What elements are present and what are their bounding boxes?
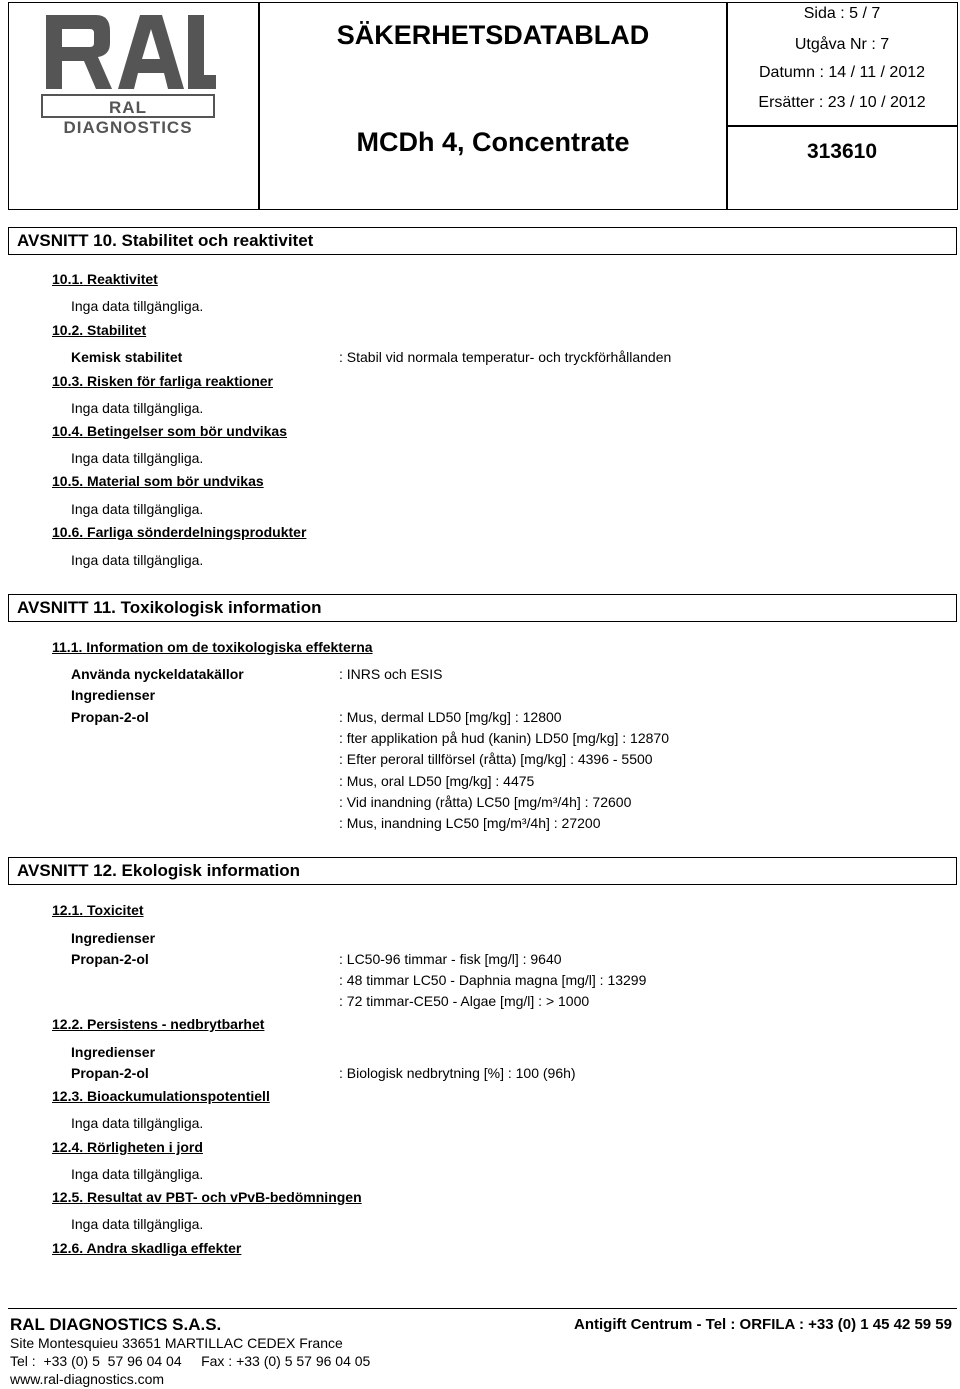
section-10-title: AVSNITT 10. Stabilitet och reaktivitet xyxy=(8,227,957,255)
subsection-12-3 xyxy=(52,1088,270,1104)
subsection-number: 12.3. xyxy=(52,1088,84,1104)
subsection-number: 12.2. xyxy=(52,1016,84,1032)
footer-poison-center: Antigift Centrum - Tel : ORFILA : +33 (0) 1 45 42 59 59 xyxy=(574,1316,952,1333)
subsection-12-2 xyxy=(52,1016,264,1032)
tox-value: : Vid inandning (råtta) LC50 [mg/m³/4h] : 72600 xyxy=(339,794,632,810)
subsection-title: Andra skadliga effekter xyxy=(86,1240,242,1256)
tox-value: : Mus, oral LD50 [mg/kg] : 4475 xyxy=(339,773,535,789)
subsection-title: Resultat av PBT- och vPvB-bedömningen xyxy=(87,1189,362,1205)
subsection-title: Rörligheten i jord xyxy=(87,1139,203,1155)
stability-value: : Stabil vid normala temperatur- och tryckförhållanden xyxy=(339,349,672,365)
subsection-title: Bioackumulationspotentiell xyxy=(87,1088,270,1104)
subsection-10-3 xyxy=(52,373,273,389)
subsection-title: Persistens - nedbrytbarhet xyxy=(87,1016,265,1032)
subsection-12-6 xyxy=(52,1240,241,1256)
subsection-10-2 xyxy=(52,322,146,338)
subsection-number: 10.3. xyxy=(52,373,84,389)
logo xyxy=(40,9,216,137)
subsection-12-1 xyxy=(52,902,144,918)
tox-value: : fter applikation på hud (kanin) LD50 [mg/kg] : 12870 xyxy=(339,730,669,746)
subsection-10-6 xyxy=(52,524,306,540)
subsection-title: Material som bör undvikas xyxy=(87,473,264,489)
footer-address: Site Montesquieu 33651 MARTILLAC CEDEX France xyxy=(10,1335,343,1351)
subsection-title: Toxicitet xyxy=(87,902,144,918)
stability-label: Kemisk stabilitet xyxy=(71,349,183,365)
replaces-date: Ersätter : 23 / 10 / 2012 xyxy=(758,94,926,111)
subsection-number: 12.4. xyxy=(52,1139,84,1155)
subsection-number: 10.6. xyxy=(52,524,84,540)
logo-text: RAL DIAGNOSTICS xyxy=(63,98,193,137)
ingredients-label: Ingredienser xyxy=(71,1044,156,1060)
substance-name: Propan-2-ol xyxy=(71,709,149,725)
sources-value: : INRS och ESIS xyxy=(339,666,443,682)
product-name: MCDh 4, Concentrate xyxy=(356,127,630,157)
footer-phone: Tel : +33 (0) 5 57 96 04 04 Fax : +33 (0) 5 57 96 04 05 xyxy=(10,1353,371,1369)
ingredients-label: Ingredienser xyxy=(71,930,156,946)
ingredients-label: Ingredienser xyxy=(71,687,156,703)
version: Utgåva Nr : 7 xyxy=(794,36,890,53)
ecotox-value: : 48 timmar LC50 - Daphnia magna [mg/l] : 13299 xyxy=(339,972,647,988)
subsection-10-1 xyxy=(52,271,158,287)
subsection-title: Farliga sönderdelningsprodukter xyxy=(87,524,307,540)
substance-name: Propan-2-ol xyxy=(71,1065,149,1081)
sources-label: Använda nyckeldatakällor xyxy=(71,666,244,682)
subsection-title: Betingelser som bör undvikas xyxy=(87,423,287,439)
subsection-title: Information om de toxikologiska effekterna xyxy=(86,639,373,655)
subsection-title: Risken för farliga reaktioner xyxy=(87,373,273,389)
no-data-text: Inga data tillgängliga. xyxy=(71,298,204,314)
ecotox-value: : 72 timmar-CE50 - Algae [mg/l] : > 1000 xyxy=(339,993,590,1009)
section-12-title: AVSNITT 12. Ekologisk information xyxy=(8,857,957,885)
subsection-number: 10.4. xyxy=(52,423,84,439)
subsection-number: 10.2. xyxy=(52,322,84,338)
footer-website[interactable]: www.ral-diagnostics.com xyxy=(10,1371,165,1387)
page-number: Sida : 5 / 7 xyxy=(803,5,881,22)
subsection-12-4 xyxy=(52,1139,203,1155)
no-data-text: Inga data tillgängliga. xyxy=(71,501,204,517)
footer-rule xyxy=(8,1308,957,1309)
date: Datumn : 14 / 11 / 2012 xyxy=(758,64,926,81)
no-data-text: Inga data tillgängliga. xyxy=(71,1115,204,1131)
subsection-number: 12.5. xyxy=(52,1189,84,1205)
subsection-10-4 xyxy=(52,423,287,439)
subsection-title: Reaktivitet xyxy=(87,271,158,287)
section-11-title: AVSNITT 11. Toxikologisk information xyxy=(8,594,957,622)
no-data-text: Inga data tillgängliga. xyxy=(71,1166,204,1182)
subsection-number: 10.1. xyxy=(52,271,84,287)
product-code: 313610 xyxy=(806,140,878,163)
no-data-text: Inga data tillgängliga. xyxy=(71,450,204,466)
subsection-number: 10.5. xyxy=(52,473,84,489)
subsection-10-5 xyxy=(52,473,264,489)
subsection-11-1 xyxy=(52,639,373,655)
no-data-text: Inga data tillgängliga. xyxy=(71,552,204,568)
subsection-title: Stabilitet xyxy=(87,322,147,338)
subsection-number: 12.1. xyxy=(52,902,84,918)
substance-name: Propan-2-ol xyxy=(71,951,149,967)
persistence-value: : Biologisk nedbrytning [%] : 100 (96h) xyxy=(339,1065,576,1081)
document-title: SÄKERHETSDATABLAD xyxy=(336,20,650,50)
subsection-12-5 xyxy=(52,1189,362,1205)
subsection-number: 11.1. xyxy=(52,639,83,655)
no-data-text: Inga data tillgängliga. xyxy=(71,1216,204,1232)
footer-company: RAL DIAGNOSTICS S.A.S. xyxy=(10,1315,222,1334)
ecotox-value: : LC50-96 timmar - fisk [mg/l] : 9640 xyxy=(339,951,562,967)
tox-value: : Mus, inandning LC50 [mg/m³/4h] : 27200 xyxy=(339,815,601,831)
tox-value: : Mus, dermal LD50 [mg/kg] : 12800 xyxy=(339,709,562,725)
tox-value: : Efter peroral tillförsel (råtta) [mg/kg] : 4396 - 5500 xyxy=(339,751,653,767)
subsection-number: 12.6. xyxy=(52,1240,84,1256)
no-data-text: Inga data tillgängliga. xyxy=(71,400,204,416)
header-code-box xyxy=(726,125,958,210)
